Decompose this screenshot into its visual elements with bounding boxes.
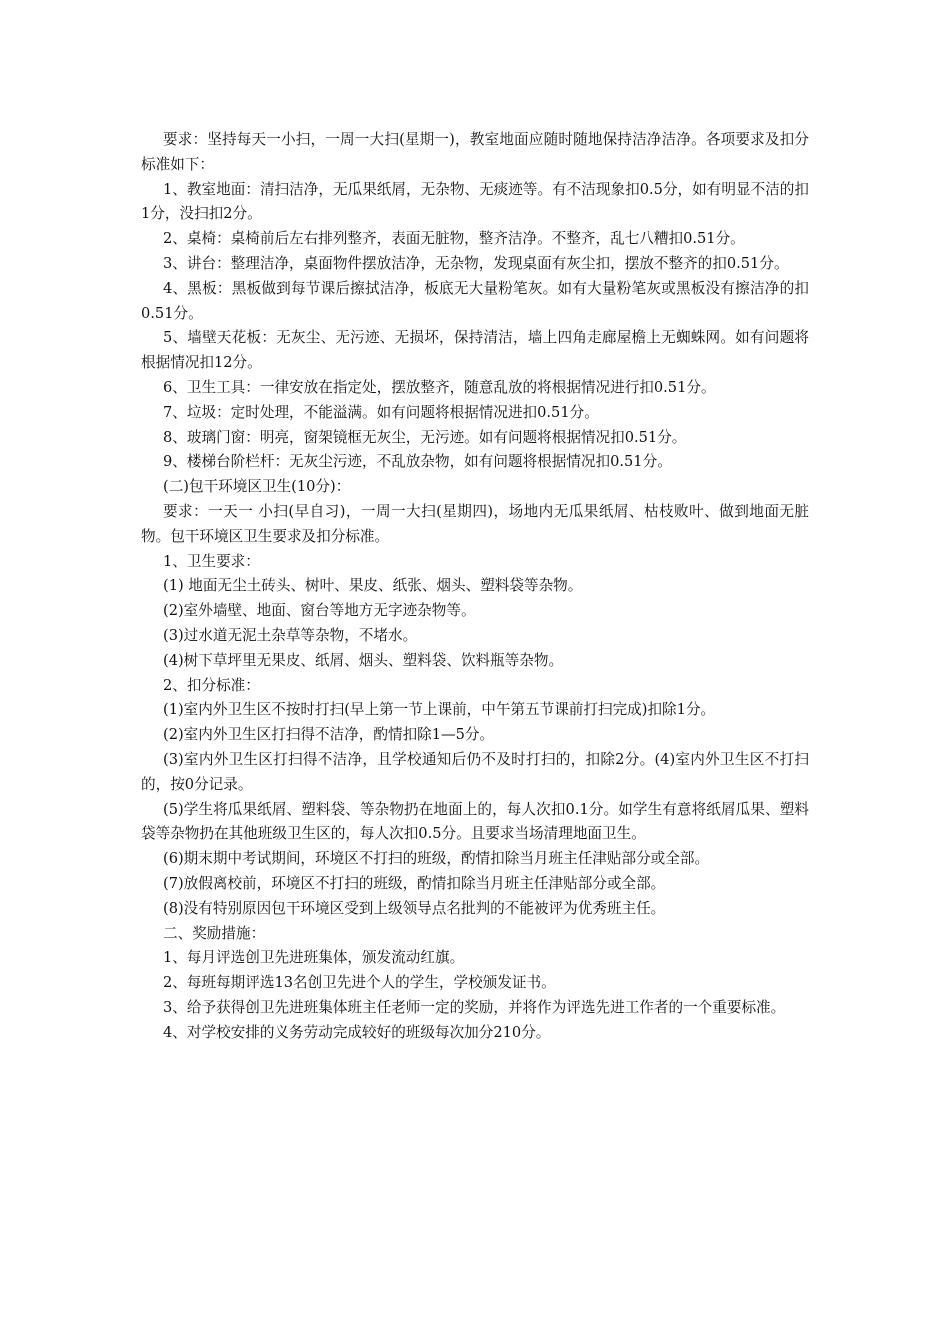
paragraph: 2、桌椅：桌椅前后左右排列整齐，表面无脏物，整齐洁净。不整齐，乱七八糟扣0.51分。 — [163, 230, 745, 248]
paragraph: 4、黑板：黑板做到每节课后擦拭洁净，板底无大量粉笔灰。如有大量粉笔灰或黑板没有擦洁净的扣0.51分。 — [141, 279, 809, 322]
paragraph: 7、垃圾：定时处理，不能溢满。如有问题将根据情况进扣0.51分。 — [163, 403, 599, 421]
paragraph: 要求：一天一 小扫(早自习)，一周一大扫(星期四)，场地内无瓜果纸屑、枯枝败叶、做到地面无脏物。包干环境区卫生要求及扣分标准。 — [141, 502, 809, 545]
paragraph: (6)期末期中考试期间，环境区不打扫的班级，酌情扣除当月班主任津贴部分或全部。 — [163, 850, 710, 868]
paragraph: 1、每月评选创卫先进班集体，颁发流动红旗。 — [163, 949, 465, 967]
paragraph: 6、卫生工具：一律安放在指定处，摆放整齐，随意乱放的将根据情况进行扣0.51分。 — [163, 378, 716, 396]
document-body — [141, 128, 809, 1045]
paragraph: 4、对学校安排的义务劳动完成较好的班级每次加分210分。 — [163, 1023, 551, 1041]
paragraph: 3、给予获得创卫先进班集体班主任老师一定的奖励，并将作为评选先进工作者的一个重要标准。 — [163, 998, 786, 1016]
paragraph: 要求：坚持每天一小扫，一周一大扫(星期一)，教室地面应随时随地保持洁净洁净。各项要求及扣分标准如下： — [141, 131, 809, 173]
paragraph: (2)室外墙壁、地面、窗台等地方无字迹杂物等。 — [163, 602, 476, 620]
paragraph: (1) 地面无尘土砖头、树叶、果皮、纸张、烟头、塑料袋等杂物。 — [163, 577, 583, 595]
paragraph: (2)室内外卫生区打扫得不洁净，酌情扣除1—5分。 — [163, 726, 495, 744]
paragraph: (8)没有特别原因包干环境区受到上级领导点名批判的不能被评为优秀班主任。 — [163, 899, 666, 917]
paragraph: 3、讲台：整理洁净，桌面物件摆放洁净，无杂物，发现桌面有灰尘扣，摆放不整齐的扣0.51分。 — [163, 254, 789, 272]
paragraph: (3)过水道无泥土杂草等杂物，不堵水。 — [163, 626, 418, 644]
paragraph: 5、墙壁天花板：无灰尘、无污迹、无损坏，保持清洁，墙上四角走廊屋檐上无蜘蛛网。如有问题将根据情况扣12分。 — [141, 329, 809, 372]
section-heading: 二、奖励措施： — [163, 924, 266, 942]
paragraph: 8、玻璃门窗：明亮，窗架镜框无灰尘，无污迹。如有问题将根据情况扣0.51分。 — [163, 428, 687, 446]
paragraph: (5)学生将瓜果纸屑、塑料袋、等杂物扔在地面上的，每人次扣0.1分。如学生有意将纸屑瓜果、塑料袋等杂物扔在其他班级卫生区的，每人次扣0.5分。且要求当场清理地面卫生。 — [141, 800, 809, 843]
paragraph: (1)室内外卫生区不按时打扫(早上第一节上课前，中午第五节课前打扫完成)扣除1分。 — [163, 701, 716, 719]
subsection-heading: 1、卫生要求： — [163, 552, 260, 570]
paragraph: (4)树下草坪里无果皮、纸屑、烟头、塑料袋、饮料瓶等杂物。 — [163, 651, 564, 669]
section-heading: (二)包干环境区卫生(10分)： — [163, 478, 351, 496]
paragraph: 2、每班每期评选13名创卫先进个人的学生，学校颁发证书。 — [163, 974, 556, 992]
paragraph: (7)放假离校前，环境区不打扫的班级，酌情扣除当月班主任津贴部分或全部。 — [163, 874, 666, 892]
paragraph: 1、教室地面：清扫洁净，无瓜果纸屑，无杂物、无痰迹等。有不洁现象扣0.5分，如有明显不洁的扣1分，没扫扣2分。 — [141, 180, 809, 223]
paragraph: 9、楼梯台阶栏杆：无灰尘污迹，不乱放杂物，如有问题将根据情况扣0.51分。 — [163, 453, 672, 471]
subsection-heading: 2、扣分标准： — [163, 676, 260, 694]
paragraph: (3)室内外卫生区打扫得不洁净，且学校通知后仍不及时打扫的，扣除2分。(4)室内外卫生区不打扫的，按0分记录。 — [141, 750, 809, 793]
